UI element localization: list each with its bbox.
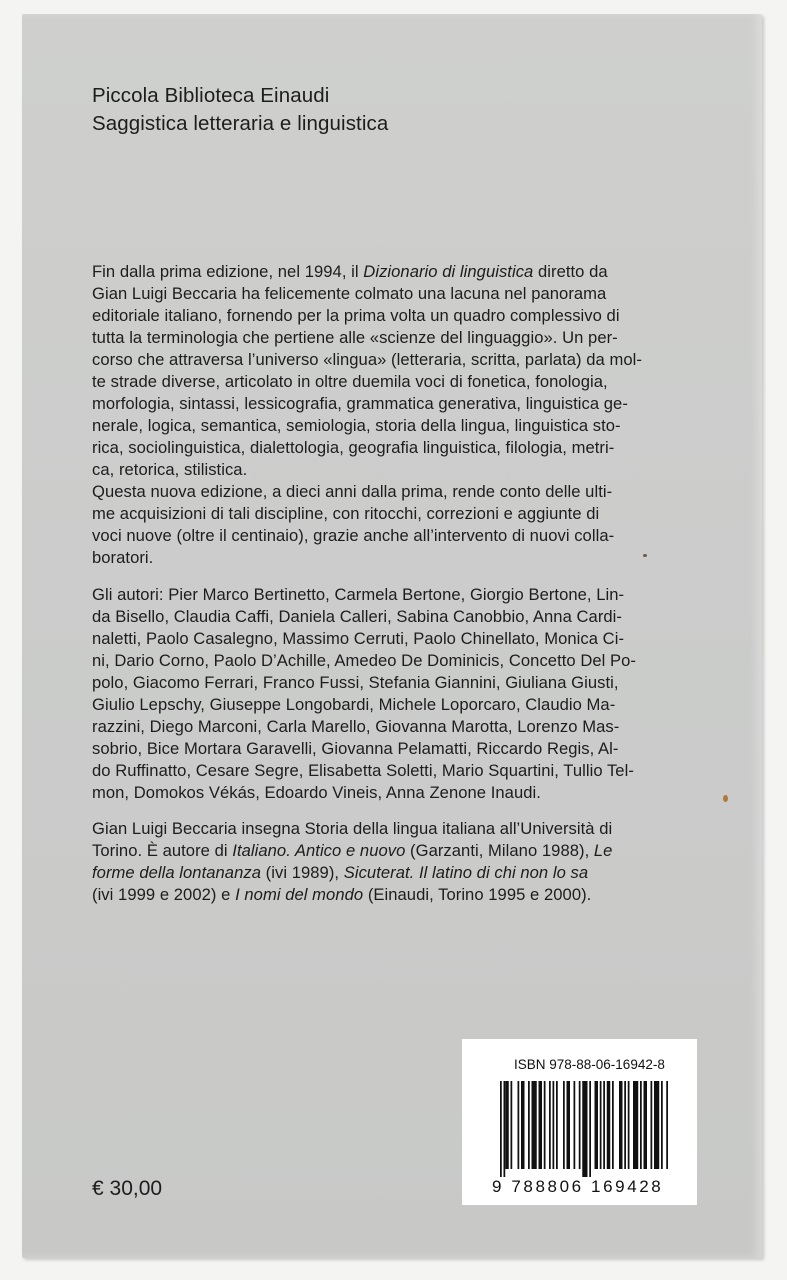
series-subtitle: Saggistica letteraria e linguistica (92, 112, 389, 135)
bio-line: Gian Luigi Beccaria insegna Storia della lingua italiana all’Università di (92, 819, 613, 838)
description-line: me acquisizioni di tali discipline, con ritocchi, correzioni e aggiunte di (92, 504, 600, 523)
authors-line: da Bisello, Claudia Caffi, Daniela Calleri, Sabina Canobbio, Anna Cardi- (92, 607, 622, 626)
cover-speck (643, 554, 647, 557)
description-line: editoriale italiano, fornendo per la prima volta un quadro complessivo di (92, 306, 620, 325)
barcode-bar (600, 1081, 602, 1169)
barcode-bar (505, 1081, 509, 1169)
barcode-label (462, 1039, 697, 1205)
description-line: rica, sociolinguistica, dialettologia, geografia linguistica, filologia, metri- (92, 438, 615, 457)
barcode-bar (549, 1081, 551, 1169)
barcode-bar (654, 1081, 659, 1169)
authors-line: Giulio Lepschy, Giuseppe Longobardi, Michele Loporcaro, Claudio Ma- (92, 695, 616, 714)
barcode-bar (518, 1081, 520, 1169)
description-line: boratori. (92, 548, 154, 567)
barcode-bar (574, 1081, 576, 1169)
description-paragraph (92, 261, 702, 569)
authors-line: naletti, Paolo Casalegno, Massimo Cerruti, Paolo Chinellato, Monica Ci- (92, 629, 625, 648)
barcode-bar (589, 1081, 591, 1177)
barcode-bar (539, 1081, 543, 1169)
description-line: Questa nuova edizione, a dieci anni dalla prima, rende conto delle ulti- (92, 482, 613, 501)
barcode-bar (603, 1081, 605, 1169)
barcode-bar (666, 1081, 668, 1169)
isbn-text: ISBN 978-88-06-16942-8 (514, 1057, 665, 1072)
description-line: voci nuove (oltre il centinaio), grazie anche all’intervento di nuovi colla- (92, 526, 615, 545)
barcode-bar (521, 1081, 525, 1169)
description-line: ca, retorica, stilistica. (92, 460, 248, 479)
authors-line: do Ruffinatto, Cesare Segre, Elisabetta Soletti, Mario Squartini, Tullio Tel- (92, 761, 634, 780)
description-line: nerale, logica, semantica, semiologia, storia della lingua, linguistica sto- (92, 416, 621, 435)
description-line: tutta la terminologia che pertiene alle «scienze del linguaggio». Un per- (92, 328, 618, 347)
description-line: corso che attraversa l’universo «lingua» (letteraria, scritta, parlata) da mol- (92, 350, 642, 369)
barcode-bar (612, 1081, 614, 1169)
barcode-bar (651, 1081, 653, 1169)
barcode-bar (640, 1081, 642, 1169)
barcode-bar (556, 1081, 558, 1169)
series-name: Piccola Biblioteca Einaudi (92, 84, 330, 107)
barcode-bar (504, 1081, 506, 1177)
barcode-bar (532, 1081, 537, 1169)
book-back-cover (22, 14, 762, 1258)
price-label: € 30,00 (92, 1177, 163, 1200)
barcode-bar (607, 1081, 611, 1169)
authors-line: polo, Giacomo Ferrari, Franco Fussi, Stefania Giannini, Giuliana Giusti, (92, 673, 619, 692)
barcode-bar (661, 1081, 663, 1169)
description-line: Gian Luigi Beccaria ha felicemente colmato una lacuna nel panorama (92, 284, 607, 303)
barcode-bar (500, 1081, 502, 1177)
barcode-bar (567, 1081, 571, 1169)
bio-line: Torino. È autore di Italiano. Antico e nuovo (Garzanti, Milano 1988), Le (92, 841, 613, 860)
barcode-bar (619, 1081, 623, 1169)
authors-line: Gli autori: Pier Marco Bertinetto, Carmela Bertone, Giorgio Bertone, Lin- (92, 585, 625, 604)
barcode-bar (595, 1081, 599, 1169)
bio-line: forme della lontananza (ivi 1989), Sicuterat. Il latino di chi non lo sa (92, 863, 589, 882)
barcode-bars (500, 1081, 670, 1177)
barcode-bar (511, 1081, 513, 1169)
barcode-bar (644, 1081, 648, 1169)
barcode-bar (628, 1081, 630, 1169)
barcode-bar (553, 1081, 555, 1169)
authors-paragraph (92, 584, 702, 804)
barcode-bar (579, 1081, 581, 1169)
description-line: te strade diverse, articolato in oltre duemila voci di fonetica, fonologia, (92, 372, 608, 391)
authors-line: razzini, Diego Marconi, Carla Marello, Giovanna Marotta, Lorenzo Mas- (92, 717, 620, 736)
authors-line: ni, Dario Corno, Paolo D’Achille, Amedeo De Dominicis, Concetto Del Po- (92, 651, 637, 670)
bio-line: (ivi 1999 e 2002) e I nomi del mondo (Einaudi, Torino 1995 e 2000). (92, 885, 592, 904)
cover-speck (723, 795, 728, 802)
description-line: morfologia, sintassi, lessicografia, grammatica generativa, linguistica ge- (92, 394, 628, 413)
barcode-bar (563, 1081, 565, 1169)
barcode-bar (544, 1081, 546, 1169)
barcode-bar (528, 1081, 530, 1169)
description-line: Fin dalla prima edizione, nel 1994, il Dizionario di linguistica diretto da (92, 262, 608, 281)
barcode-bar (633, 1081, 638, 1169)
barcode-bar (582, 1081, 587, 1177)
authors-line: mon, Domokos Vékás, Edoardo Vineis, Anna Zenone Inaudi. (92, 783, 541, 802)
barcode-digits: 9 788806 169428 (492, 1177, 664, 1196)
authors-line: sobrio, Bice Mortara Garavelli, Giovanna Pelamatti, Riccardo Regis, Al- (92, 739, 619, 758)
barcode-bar (624, 1081, 626, 1169)
author-bio-paragraph (92, 818, 702, 906)
